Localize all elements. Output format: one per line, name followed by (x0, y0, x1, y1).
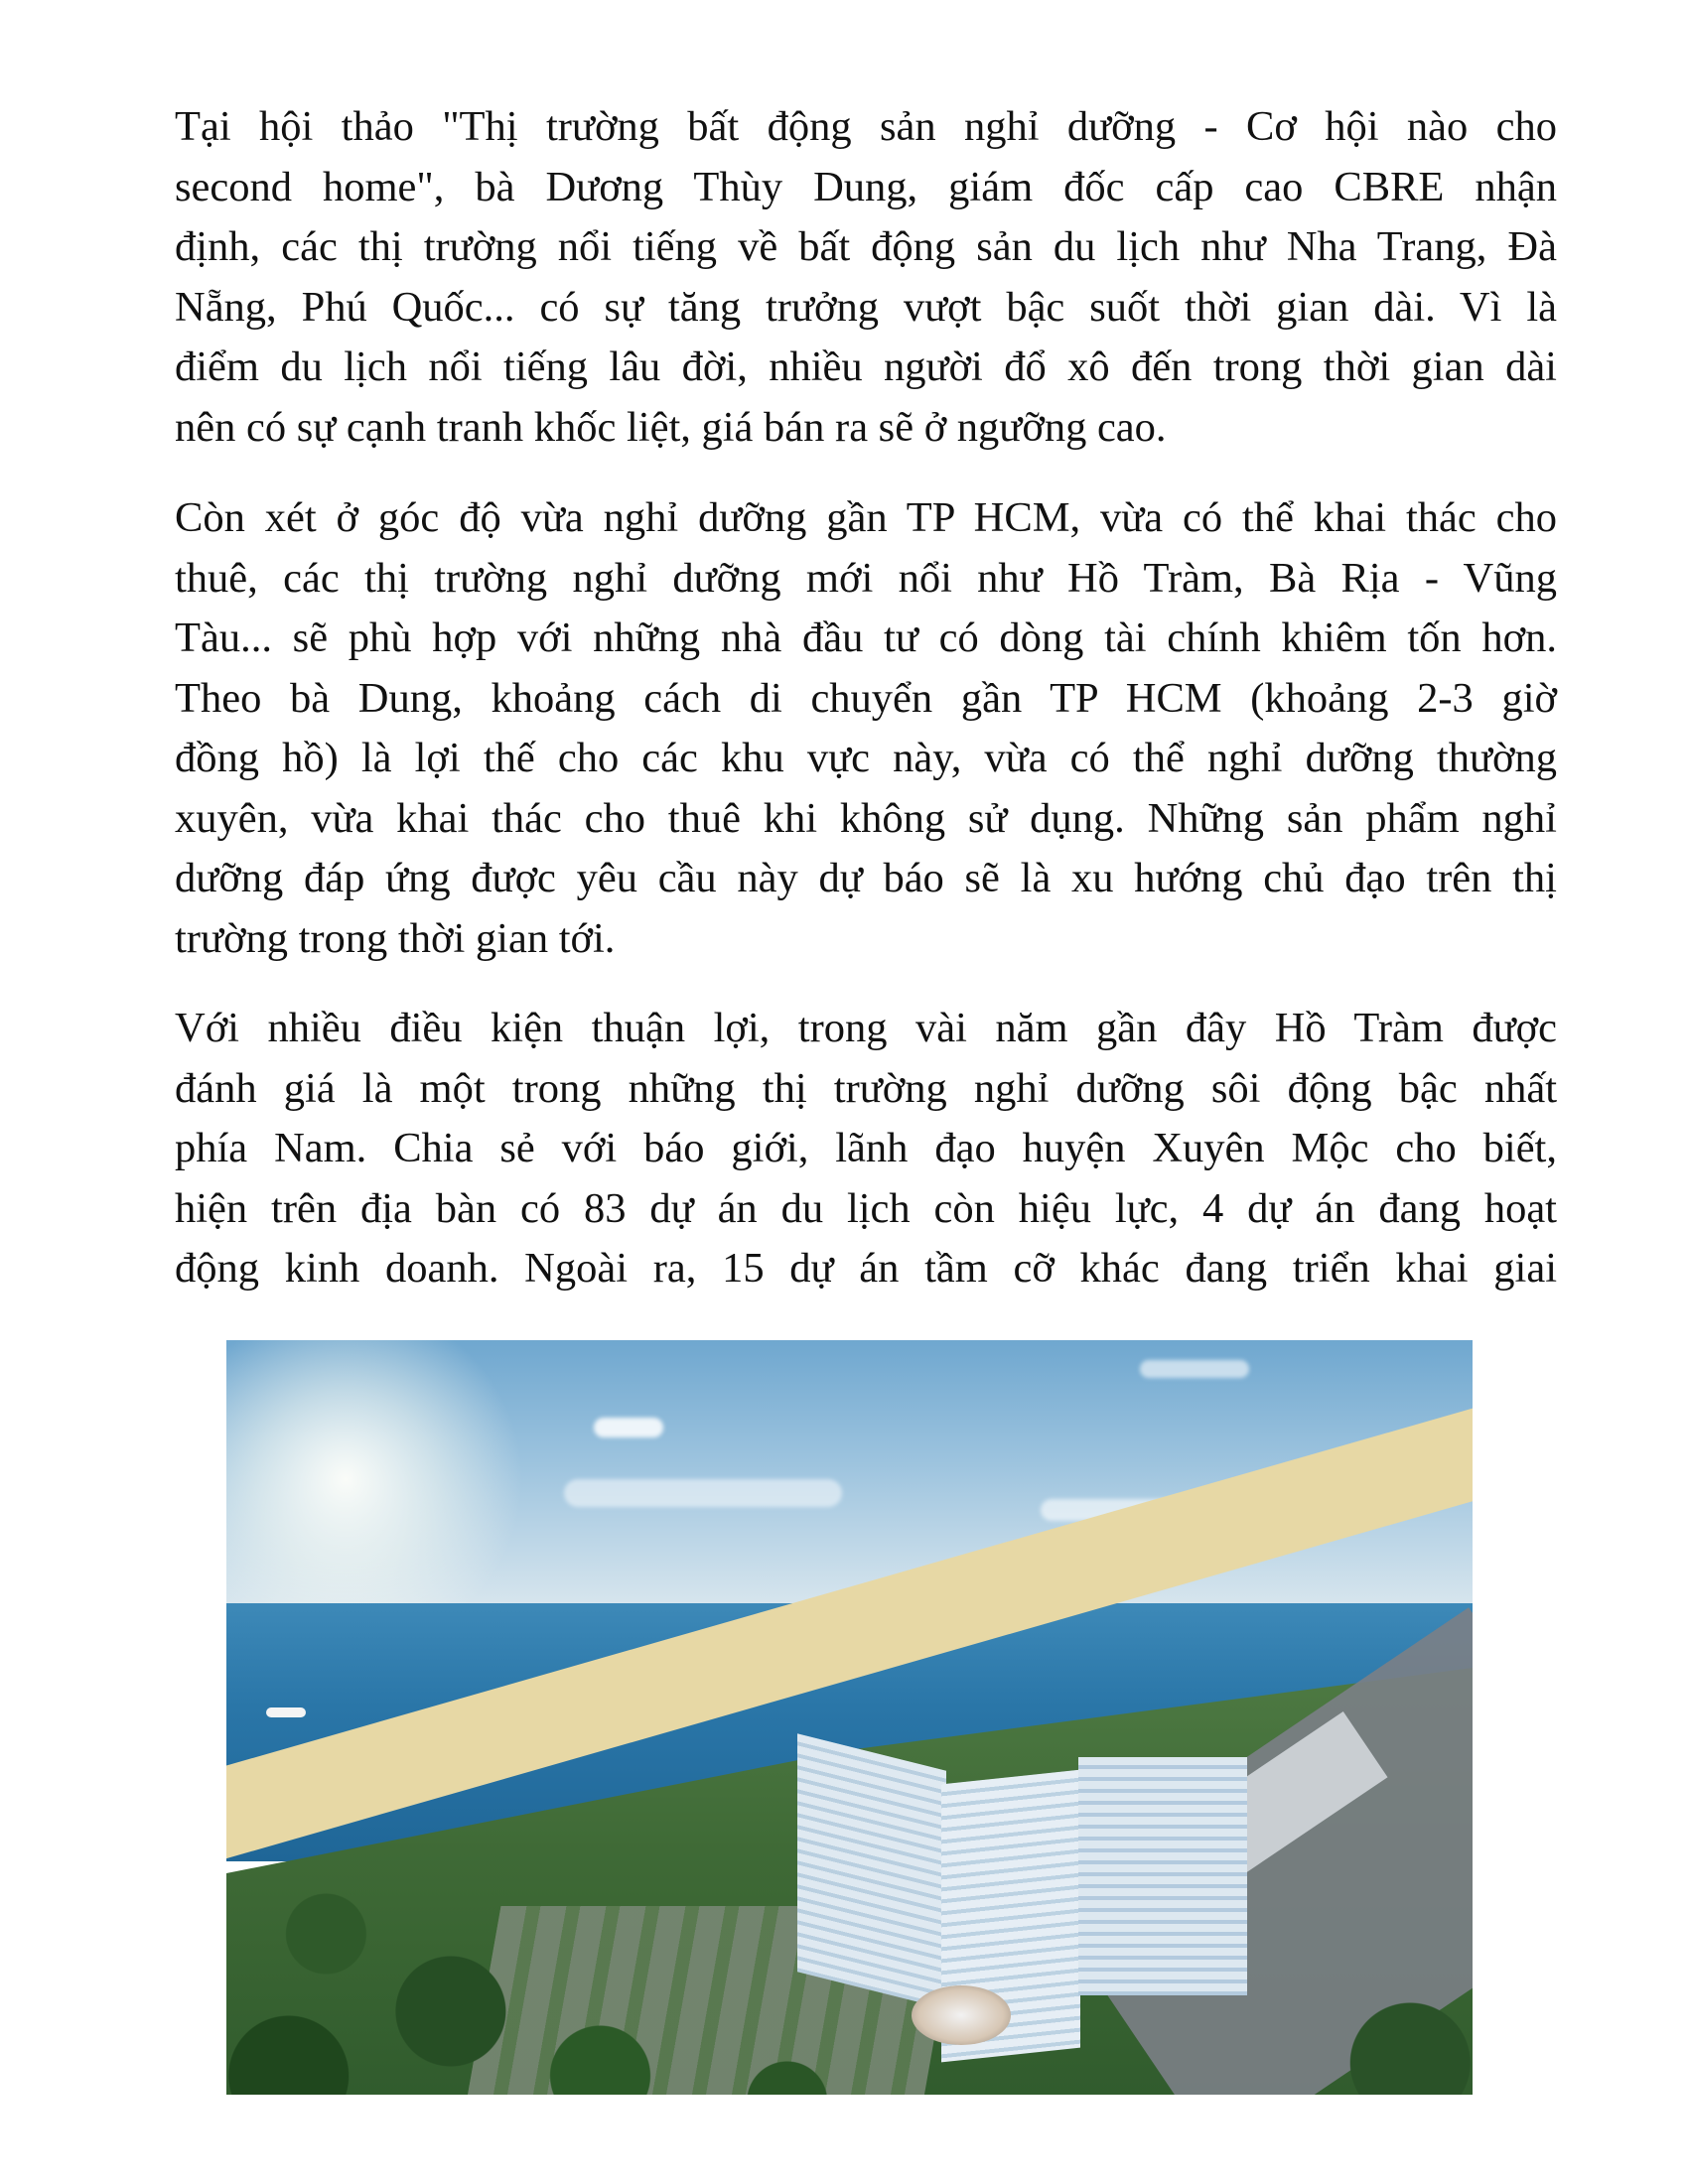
text-line: nên có sự cạnh tranh khốc liệt, giá bán ra sẽ ở ngưỡng cao. (175, 403, 1167, 451)
text-line: Tàu... sẽ phù hợp với những nhà đầu tư có dòng tài chính khiêm tốn hơn. (175, 614, 1557, 661)
text-line: đánh giá là một trong những thị trường nghỉ dưỡng sôi động bậc nhất (175, 1064, 1557, 1112)
paragraph-1 (175, 97, 1557, 458)
text-line: Nẵng, Phú Quốc... có sự tăng trưởng vượt bậc suốt thời gian dài. Vì là (175, 283, 1557, 331)
text-line: hiện trên địa bàn có 83 dự án du lịch còn hiệu lực, 4 dự án đang hoạt (175, 1184, 1557, 1232)
text-line: đồng hồ) là lợi thế cho các khu vực này, vừa có thể nghỉ dưỡng thường (175, 735, 1557, 781)
text-line: xuyên, vừa khai thác cho thuê khi không sử dụng. Những sản phẩm nghỉ (175, 794, 1557, 842)
text-line: điểm du lịch nổi tiếng lâu đời, nhiều người đổ xô đến trong thời gian dài (175, 343, 1557, 390)
text-line: định, các thị trường nổi tiếng về bất động sản du lịch như Nha Trang, Đà (175, 223, 1557, 270)
text-line: second home", bà Dương Thùy Dung, giám đốc cấp cao CBRE nhận (175, 163, 1557, 210)
cloud (564, 1479, 842, 1507)
paragraph-3 (175, 999, 1557, 1299)
text-line: thuê, các thị trường nghỉ dưỡng mới nổi như Hồ Tràm, Bà Rịa - Vũng (175, 554, 1557, 602)
text-line: Theo bà Dung, khoảng cách di chuyển gần TP HCM (khoảng 2-3 giờ (175, 674, 1557, 722)
cloud (1140, 1360, 1249, 1378)
text-line: Tại hội thảo "Thị trường bất động sản nghỉ dưỡng - Cơ hội nào cho (175, 103, 1557, 150)
text-line: phía Nam. Chia sẻ với báo giới, lãnh đạo huyện Xuyên Mộc cho biết, (175, 1125, 1557, 1171)
text-line: dưỡng đáp ứng được yêu cầu này dự báo sẽ là xu hướng chủ đạo trên thị (175, 855, 1557, 901)
resort-aerial-image (226, 1340, 1473, 2095)
cloud (594, 1418, 663, 1437)
palm-trees (226, 1856, 1473, 2095)
text-line: động kinh doanh. Ngoài ra, 15 dự án tầm cỡ khác đang triển khai giai (175, 1245, 1557, 1292)
paragraph-2 (175, 488, 1557, 969)
text-line: trường trong thời gian tới. (175, 914, 616, 962)
text-line: Với nhiều điều kiện thuận lợi, trong vài năm gần đây Hồ Tràm được (175, 1005, 1557, 1051)
boat (266, 1707, 306, 1717)
text-line: Còn xét ở góc độ vừa nghỉ dưỡng gần TP HCM, vừa có thể khai thác cho (175, 494, 1557, 541)
